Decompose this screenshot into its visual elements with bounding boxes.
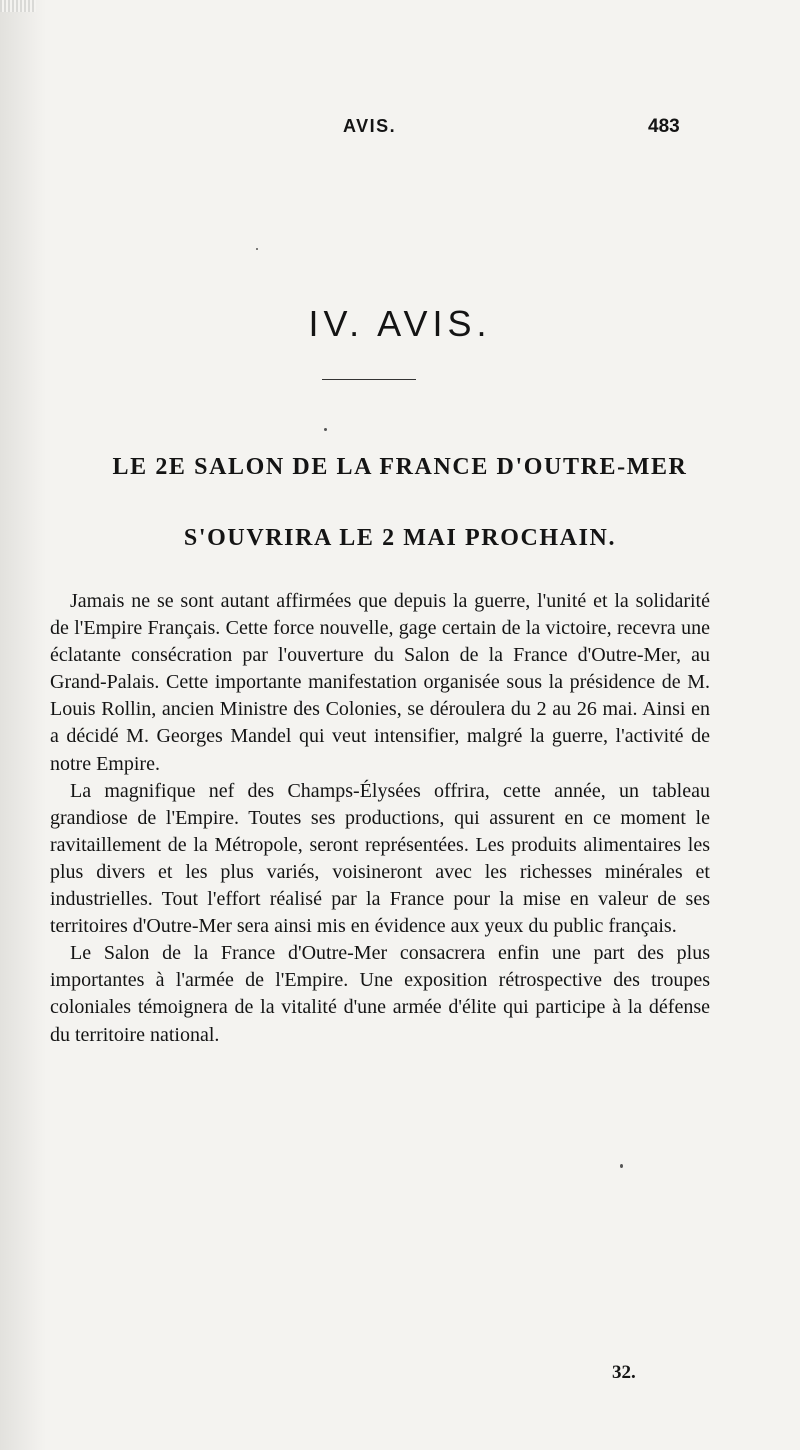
ink-speck [324, 428, 327, 431]
signature-number: 32. [612, 1362, 636, 1383]
ink-speck [256, 248, 258, 250]
running-title: AVIS. [343, 116, 397, 136]
paragraph-2: La magnifique nef des Champs-Élysées offrira, cette année, un tableau grandiose de l'Empire. Toutes ses productions, qui assurent en ce moment le ravitaillement de la Métropole, seront représentées. Les produits alimentaires les plus divers et les plus variés, voisineront avec les richesses minérales et industrielles. Tout l'effort réalisé par la France pour la mise en valeur de ses territoires d'Outre-Mer sera ainsi mis en évidence aux yeux du public français. [50, 779, 710, 938]
scan-shadow [0, 0, 46, 1450]
running-head [0, 116, 800, 140]
article-title-line-1: LE 2E SALON DE LA FRANCE D'OUTRE-MER [112, 454, 688, 480]
article-body [50, 588, 710, 1049]
paragraph-1: Jamais ne se sont autant affirmées que depuis la guerre, l'unité et la solidarité de l'Empire Français. Cette force nouvelle, gage certain de la victoire, recevra une éclatante consécration par l'ouverture du Salon de la France d'Outre-Mer, au Grand-Palais. Cette importante manifestation organisée sous la présidence de M. Louis Rollin, ancien Ministre des Colonies, se déroulera du 2 au 26 mai. Ainsi en a décidé M. Georges Mandel qui veut intensifier, malgré la guerre, l'activité de notre Empire. [50, 590, 710, 775]
scan-artifact [0, 0, 36, 12]
paragraph-3: Le Salon de la France d'Outre-Mer consacrera enfin une part des plus importantes à l'armée de l'Empire. Une exposition rétrospective des troupes coloniales témoignera de la vitalité d'une armée d'élite qui participe à la défense du territoire national. [50, 942, 710, 1046]
section-heading: IV. AVIS. [308, 303, 492, 344]
page-number: 483 [648, 116, 680, 137]
ink-speck [620, 1164, 623, 1168]
divider-rule [322, 379, 416, 380]
article-title-line-2: S'OUVRIRA LE 2 MAI PROCHAIN. [183, 525, 617, 551]
